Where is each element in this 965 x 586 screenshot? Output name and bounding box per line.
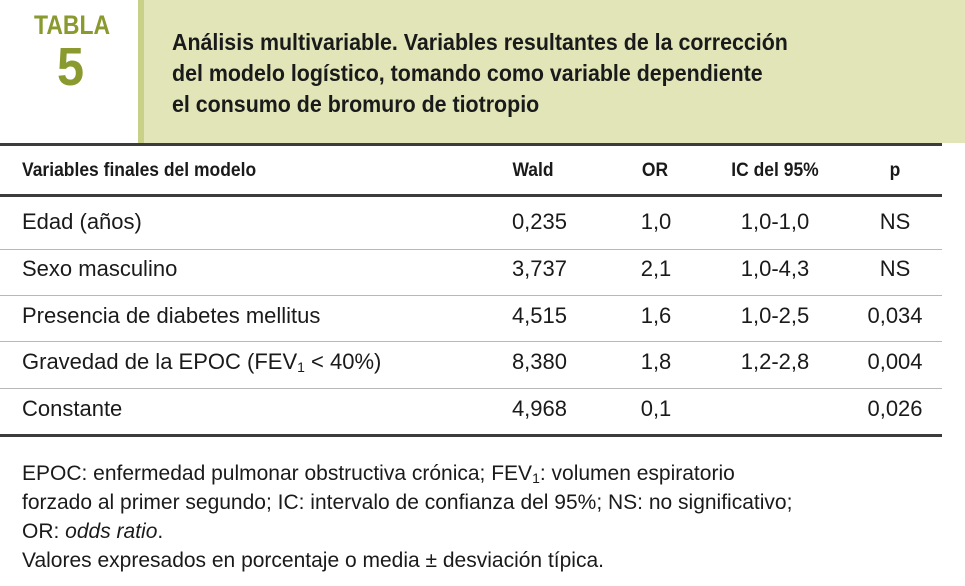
footnote-line: forzado al primer segundo; IC: intervalo de confianza del 95%; NS: no significativo; bbox=[22, 491, 793, 514]
row-wald: 3,737 bbox=[511, 256, 567, 281]
row-variable: Constante bbox=[22, 396, 123, 421]
table-label: TABLA bbox=[34, 10, 111, 40]
header-rule bbox=[0, 194, 942, 197]
column-header-wald: Wald bbox=[512, 160, 554, 181]
title-line: del modelo logístico, tomando como variable dependiente bbox=[172, 60, 763, 86]
table-title bbox=[172, 27, 879, 120]
row-variable: Presencia de diabetes mellitus bbox=[22, 303, 321, 328]
table-bottom-rule bbox=[0, 434, 942, 437]
footnote-line: OR: odds ratio. bbox=[22, 520, 164, 543]
row-wald: 0,235 bbox=[511, 209, 567, 234]
column-header-p: p bbox=[889, 160, 901, 181]
row-p: 0,034 bbox=[867, 303, 923, 328]
column-header-variables: Variables finales del modelo bbox=[22, 160, 257, 181]
title-line: el consumo de bromuro de tiotropio bbox=[172, 91, 540, 117]
row-divider bbox=[0, 388, 942, 389]
table-label-box bbox=[0, 0, 138, 143]
row-or: 1,0 bbox=[640, 209, 672, 234]
row-or: 1,8 bbox=[640, 349, 672, 374]
footnote-line: Valores expresados en porcentaje o media ± desviación típica. bbox=[22, 549, 604, 572]
footnote-line: EPOC: enfermedad pulmonar obstructiva crónica; $FEV_1$: volumen espiratorio bbox=[22, 462, 735, 486]
table-header bbox=[0, 0, 965, 143]
title-accent-bar bbox=[138, 0, 144, 143]
table-footnote bbox=[22, 459, 952, 575]
row-or: 1,6 bbox=[640, 303, 672, 328]
row-p: 0,026 bbox=[867, 396, 923, 421]
row-p: NS bbox=[879, 256, 911, 281]
row-or: 0,1 bbox=[640, 396, 672, 421]
row-divider bbox=[0, 295, 942, 296]
row-ic: 1,2-2,8 bbox=[740, 349, 810, 374]
row-ic: 1,0-4,3 bbox=[740, 256, 810, 281]
table-number: 5 bbox=[57, 37, 85, 97]
row-ic: 1,0-2,5 bbox=[740, 303, 810, 328]
row-wald: 8,380 bbox=[511, 349, 567, 374]
row-ic: 1,0-1,0 bbox=[740, 209, 810, 234]
table-top-rule bbox=[0, 143, 942, 146]
row-divider bbox=[0, 249, 942, 250]
row-p: NS bbox=[879, 209, 911, 234]
column-header-or: OR bbox=[641, 160, 669, 181]
row-variable: Edad (años) bbox=[22, 209, 142, 234]
row-divider bbox=[0, 341, 942, 342]
row-wald: 4,515 bbox=[511, 303, 567, 328]
row-variable: Gravedad de la EPOC $(FEV_1 < 40\%)$ bbox=[22, 349, 382, 375]
title-line: Análisis multivariable. Variables resultantes de la corrección bbox=[172, 29, 788, 55]
row-p: 0,004 bbox=[867, 349, 923, 374]
row-variable: Sexo masculino bbox=[22, 256, 178, 281]
column-header-ic: IC del 95% bbox=[731, 160, 819, 181]
row-or: 2,1 bbox=[640, 256, 672, 281]
row-wald: 4,968 bbox=[511, 396, 567, 421]
